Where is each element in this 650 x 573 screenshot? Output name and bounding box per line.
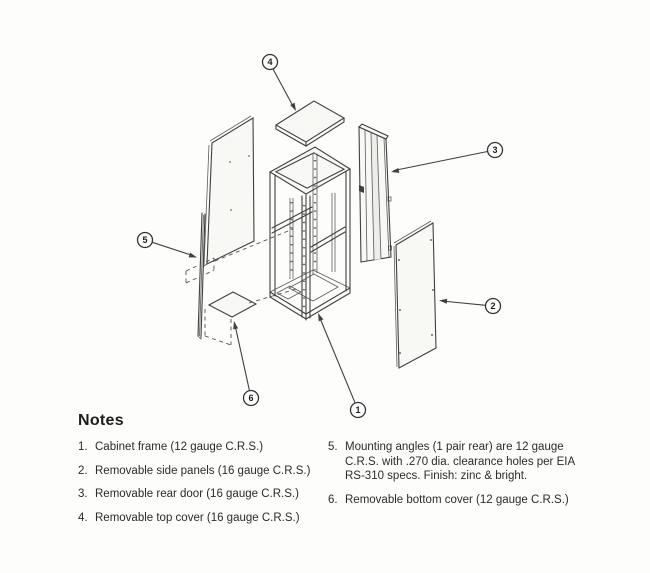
side-panel-right — [394, 221, 436, 368]
note-item — [78, 464, 323, 479]
note-item — [78, 440, 323, 455]
callout-number: 3 — [492, 145, 498, 156]
note-number: 5. — [328, 441, 338, 453]
side-panel-left — [204, 116, 254, 266]
note-number: 3. — [78, 488, 88, 501]
callout-number: 6 — [248, 393, 254, 404]
note-text: Removable bottom cover (12 gauge C.R.S.) — [345, 494, 569, 507]
arrowhead — [391, 168, 400, 174]
arrowhead — [439, 298, 447, 304]
callout-3 — [391, 143, 503, 175]
note-item — [78, 511, 323, 526]
note-item — [328, 493, 596, 508]
note-number: 6. — [328, 494, 338, 507]
bottom-cover — [205, 292, 256, 345]
note-number: 4. — [78, 512, 88, 525]
callout-6 — [232, 320, 259, 405]
note-number: 2. — [78, 464, 88, 477]
arrowhead — [316, 312, 324, 321]
notes-section — [78, 412, 618, 525]
arrowhead — [189, 253, 198, 260]
callout-2 — [439, 298, 501, 313]
rear-door — [359, 124, 392, 262]
top-cover — [276, 101, 344, 146]
note-text: Removable rear door (16 gauge C.R.S.) — [95, 488, 299, 501]
note-text: Removable side panels (16 gauge C.R.S.) — [95, 464, 311, 477]
callout-number: 4 — [267, 57, 273, 68]
callout-number: 2 — [490, 301, 496, 312]
callout-number: 1 — [355, 405, 361, 416]
arrowhead — [232, 320, 239, 329]
notes-column-left — [78, 440, 323, 526]
notes-column-right — [328, 440, 596, 508]
note-number: 1. — [78, 441, 88, 453]
note-item — [78, 487, 323, 502]
note-text: Mounting angles (1 pair rear) are 12 gauge C.R.S. with .270 dia. clearance holes per EIA RS-310 specs. Finish: zinc & bright. — [345, 441, 575, 483]
note-item — [328, 440, 596, 484]
notes-heading: Notes — [78, 412, 124, 429]
callout-5 — [138, 233, 198, 260]
callout-1 — [316, 312, 366, 417]
note-text: Cabinet frame (12 gauge C.R.S.) — [95, 441, 264, 453]
callout-4 — [263, 55, 299, 113]
callout-number: 5 — [142, 235, 148, 246]
note-text: Removable top cover (16 gauge C.R.S.) — [95, 512, 300, 525]
cabinet-frame — [270, 147, 350, 320]
